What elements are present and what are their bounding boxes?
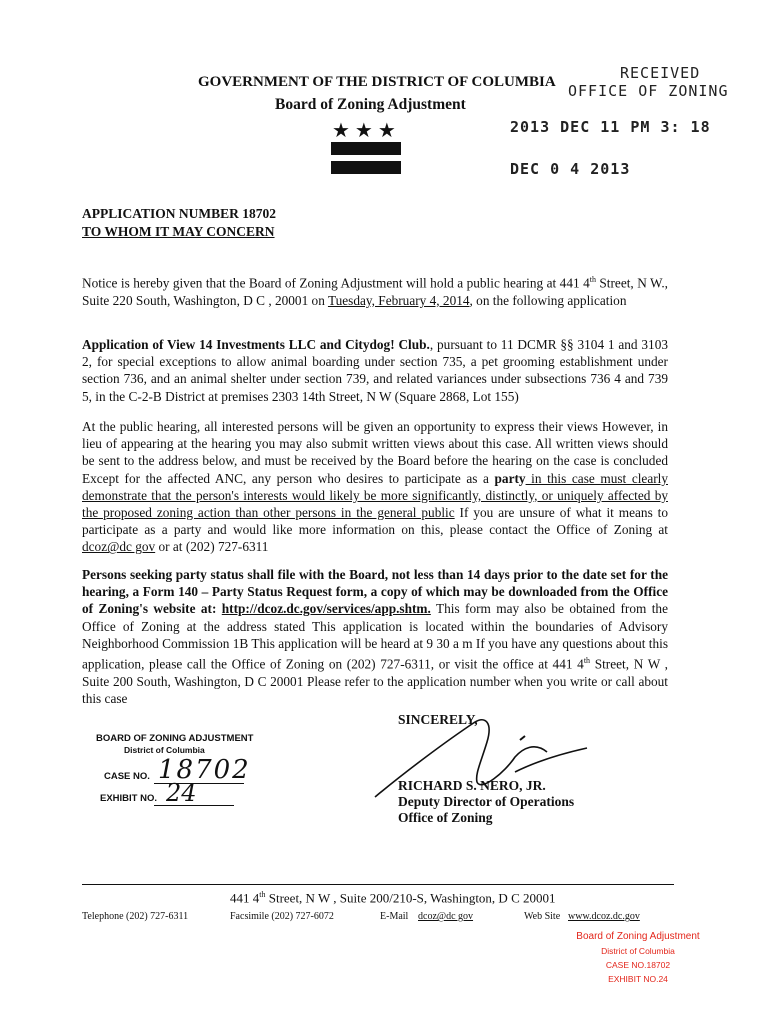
received-stamp: RECEIVED	[620, 64, 701, 82]
application-paragraph	[82, 336, 668, 405]
footer-address	[230, 890, 556, 906]
party-term: party	[494, 470, 526, 486]
party-status-paragraph	[82, 566, 668, 707]
notice-text-c: , on the following application	[469, 292, 627, 308]
exhibit-stamp-line1: BOARD OF ZONING ADJUSTMENT	[96, 733, 254, 744]
party-status-text-b: Street, N W , Suite 200 South, Washington, D C 20001 Please refer to the application number when you write or call about this case	[82, 656, 668, 706]
signer-title: Deputy Director of Operations	[398, 794, 575, 809]
dc-flag-bar-top	[331, 142, 401, 155]
red-stamp-line4: EXHIBIT NO.24	[608, 974, 668, 984]
closing: SINCERELY,	[398, 712, 478, 727]
form-url-link[interactable]: http://dcoz.dc.gov/services/app.shtm.	[221, 601, 431, 617]
footer-email-label: E-Mail	[380, 911, 409, 922]
hearing-text-a: At the public hearing, all interested persons will be given an opportunity to express their views However, in lieu of appearing at the hearing you may also submit written views about this case. All written views should be sent to the address below, and must be received by the Board before the hearing on the case is concluded Except for the affected ANC, any person who desires to participate as a	[82, 419, 668, 486]
date-stamp: DEC 0 4 2013	[510, 160, 631, 178]
footer-address-sup: th	[259, 890, 266, 899]
exhibit-no-line	[154, 805, 234, 806]
footer-address-b: Street, N W , Suite 200/210-S, Washington, D C 20001	[265, 890, 556, 906]
party-status-text-a: This form may also be obtained from the Office of Zoning at the address stated This application is located within the boundaries of Advisory Neighborhood Commission 1B This application will be heard at 9 30 a m If you have any questions about this application, please call the Office of Zoning on (202) 727-6311, or visit the office at 441 4	[82, 601, 668, 672]
red-stamp-line3: CASE NO.18702	[605, 960, 671, 970]
applicant-name: Application of View 14 Investments LLC and Citydog! Club.	[82, 337, 430, 352]
footer-email-link[interactable]: dcoz@dc gov	[418, 911, 474, 922]
notice-text-a: Notice is hereby given that the Board of Zoning Adjustment will hold a public hearing at 441 4	[82, 275, 590, 291]
signer-office: Office of Zoning	[398, 810, 493, 825]
hearing-paragraph	[82, 418, 668, 556]
footer-rule	[82, 884, 674, 885]
footer-facsimile: Facsimile (202) 727-6072	[230, 911, 334, 922]
footer-web-label: Web Site	[524, 911, 561, 922]
salutation: TO WHOM IT MAY CONCERN	[82, 224, 275, 239]
received-time-stamp: 2013 DEC 11 PM 3: 18	[510, 118, 711, 136]
case-no-label: CASE NO.	[104, 771, 150, 782]
exhibit-no-value: 24	[166, 779, 197, 807]
party-status-bold: Persons seeking party status shall file with the Board, not less than 14 days prior to the date set for the hearing, a Form 140 – Party Status Request form, a copy of which may be downloaded from the Office of Zoning's website at:	[82, 567, 668, 617]
footer-web-link[interactable]: www.dcoz.dc.gov	[568, 911, 640, 922]
application-number: APPLICATION NUMBER 18702	[82, 206, 277, 221]
government-heading: GOVERNMENT OF THE DISTRICT OF COLUMBIA	[198, 74, 556, 90]
dc-flag-stars: ★ ★ ★	[332, 120, 396, 142]
footer-address-a: 441 4	[230, 890, 260, 906]
hearing-date: Tuesday, February 4, 2014	[327, 292, 470, 308]
application-details: , pursuant to 11 DCMR §§ 3104 1 and 3103 2, for special exceptions to allow animal boarding under section 735, a pet grooming establishment under section 736, and an animal shelter under section 739, and related variances under subsections 736 4 and 739 5, in the C-2-B District at premises 2303 14th Street, N W (Square 2868, Lot 155)	[82, 337, 668, 404]
exhibit-stamp-line2: District of Columbia	[124, 745, 205, 755]
zoning-email-link[interactable]: dcoz@dc gov	[82, 539, 156, 555]
board-heading: Board of Zoning Adjustment	[275, 96, 466, 113]
notice-text-b: Street, N W., Suite 220 South, Washington, D C , 20001 on	[82, 275, 668, 308]
footer-telephone: Telephone (202) 727-6311	[82, 911, 189, 922]
exhibit-no-label: EXHIBIT NO.	[100, 793, 158, 804]
signer-name: RICHARD S. NERO, JR.	[398, 778, 546, 793]
party-definition: in this case must clearly demonstrate that the person's interests would likely be more significantly, distinctly, or uniquely affected by the proposed zoning action than other persons in the general public	[82, 470, 668, 521]
red-stamp-line1: Board of Zoning Adjustment	[576, 931, 700, 942]
dc-flag-bar-bottom	[331, 161, 401, 174]
case-no-value: 18702	[158, 755, 251, 785]
office-of-zoning-stamp: OFFICE OF ZONING	[568, 82, 729, 100]
red-stamp-line2: District of Columbia	[601, 946, 675, 956]
red-exhibit-stamp	[576, 930, 700, 986]
notice-paragraph	[82, 271, 668, 309]
exhibit-stamp	[96, 733, 256, 808]
notice-sup: th	[589, 275, 596, 284]
hearing-text-c: or at (202) 727-6311	[155, 539, 269, 555]
party-status-sup: th	[583, 656, 591, 666]
hearing-text-b: If you are unsure of what it means to participate as a party and would like more information on this, please contact the Office of Zoning at	[82, 505, 669, 538]
